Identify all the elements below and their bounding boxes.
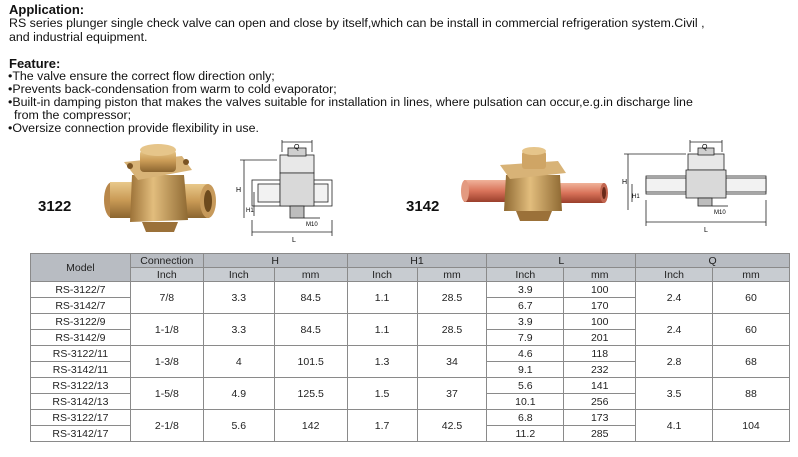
h1-header: H1: [347, 254, 487, 268]
model-label-3142: 3142: [406, 198, 440, 215]
h1-mm-cell: 42.5: [417, 410, 487, 442]
model-label-3122: 3122: [38, 198, 72, 215]
feature-item: •The valve ensure the correct flow direction only;: [8, 69, 275, 83]
h1-mm-cell: 28.5: [417, 282, 487, 314]
h-mm-cell: 101.5: [274, 346, 347, 378]
h1-inch-cell: 1.3: [347, 346, 417, 378]
drawing-3122-h-label: H: [236, 187, 242, 194]
q-inch-cell: 4.1: [636, 410, 713, 442]
q-mm-cell: 60: [713, 282, 790, 314]
table-row: [31, 410, 790, 426]
model-cell: RS-3122/11: [31, 346, 131, 362]
model-cell: RS-3142/11: [31, 362, 131, 378]
h1-inch-cell: 1.1: [347, 282, 417, 314]
unit-header: Inch: [203, 268, 274, 282]
spec-table: [30, 253, 790, 442]
unit-header: mm: [564, 268, 636, 282]
table-row: [31, 346, 790, 362]
q-inch-cell: 2.4: [636, 282, 713, 314]
q-header: Q: [636, 254, 790, 268]
h1-inch-cell: 1.1: [347, 314, 417, 346]
l-mm-cell: 173: [564, 410, 636, 426]
table-subheader-row: [31, 268, 790, 282]
h-mm-cell: 125.5: [274, 378, 347, 410]
feature-heading: Feature:: [9, 56, 61, 71]
model-cell: RS-3142/7: [31, 298, 131, 314]
application-text-line2: and industrial equipment.: [9, 30, 148, 44]
h1-inch-cell: 1.5: [347, 378, 417, 410]
unit-header: Inch: [130, 268, 203, 282]
l-inch-cell: 7.9: [487, 330, 564, 346]
h-mm-cell: 84.5: [274, 282, 347, 314]
drawing-3122-m10-label: M10: [306, 222, 318, 228]
l-inch-cell: 10.1: [487, 394, 564, 410]
drawing-3142-m10-label: M10: [714, 210, 726, 216]
q-mm-cell: 104: [713, 410, 790, 442]
h-inch-cell: 3.3: [203, 282, 274, 314]
drawing-3122-q-label: Q: [294, 144, 300, 151]
l-mm-cell: 201: [564, 330, 636, 346]
l-mm-cell: 118: [564, 346, 636, 362]
drawing-3142-h-label: H: [622, 179, 628, 186]
h-header: H: [203, 254, 347, 268]
model-cell: RS-3122/13: [31, 378, 131, 394]
l-mm-cell: 100: [564, 282, 636, 298]
connection-cell: 1-3/8: [130, 346, 203, 378]
valve-3142-image: [460, 145, 610, 225]
l-mm-cell: 141: [564, 378, 636, 394]
l-mm-cell: 232: [564, 362, 636, 378]
model-cell: RS-3142/17: [31, 426, 131, 442]
connection-cell: 2-1/8: [130, 410, 203, 442]
model-cell: RS-3142/9: [31, 330, 131, 346]
l-inch-cell: 5.6: [487, 378, 564, 394]
l-inch-cell: 11.2: [487, 426, 564, 442]
h1-mm-cell: 28.5: [417, 314, 487, 346]
q-inch-cell: 2.4: [636, 314, 713, 346]
h1-mm-cell: 37: [417, 378, 487, 410]
model-cell: RS-3122/17: [31, 410, 131, 426]
connection-cell: 7/8: [130, 282, 203, 314]
q-mm-cell: 60: [713, 314, 790, 346]
l-mm-cell: 256: [564, 394, 636, 410]
unit-header: mm: [713, 268, 790, 282]
l-inch-cell: 3.9: [487, 282, 564, 298]
h-inch-cell: 4: [203, 346, 274, 378]
unit-header: mm: [417, 268, 487, 282]
unit-header: Inch: [636, 268, 713, 282]
l-mm-cell: 170: [564, 298, 636, 314]
l-header: L: [487, 254, 636, 268]
feature-item: •Oversize connection provide flexibility in use.: [8, 121, 259, 135]
drawing-3142-h1-label: H1: [632, 194, 640, 200]
drawing-3122-l-label: L: [292, 237, 296, 244]
unit-header: mm: [274, 268, 347, 282]
drawing-3142-l-label: L: [704, 227, 708, 234]
q-inch-cell: 2.8: [636, 346, 713, 378]
drawing-3142: [622, 140, 787, 235]
connection-cell: 1-1/8: [130, 314, 203, 346]
l-inch-cell: 3.9: [487, 314, 564, 330]
l-inch-cell: 9.1: [487, 362, 564, 378]
h-mm-cell: 84.5: [274, 314, 347, 346]
table-row: [31, 282, 790, 298]
q-mm-cell: 68: [713, 346, 790, 378]
connection-cell: 1-5/8: [130, 378, 203, 410]
application-text-line1: RS series plunger single check valve can open and close by itself,which can be install in commercial refrigeration system.Civil ,: [9, 16, 705, 30]
l-mm-cell: 100: [564, 314, 636, 330]
drawing-3142-q-label: Q: [702, 144, 708, 151]
model-cell: RS-3122/7: [31, 282, 131, 298]
model-cell: RS-3142/13: [31, 394, 131, 410]
connection-header: Connection: [130, 254, 203, 268]
h-inch-cell: 5.6: [203, 410, 274, 442]
l-inch-cell: 4.6: [487, 346, 564, 362]
h1-inch-cell: 1.7: [347, 410, 417, 442]
unit-header: Inch: [487, 268, 564, 282]
h-inch-cell: 4.9: [203, 378, 274, 410]
table-row: [31, 314, 790, 330]
q-inch-cell: 3.5: [636, 378, 713, 410]
drawing-3122: [232, 140, 347, 245]
feature-item: •Prevents back-condensation from warm to cold evaporator;: [8, 82, 337, 96]
l-mm-cell: 285: [564, 426, 636, 442]
unit-header: Inch: [347, 268, 417, 282]
model-cell: RS-3122/9: [31, 314, 131, 330]
h-mm-cell: 142: [274, 410, 347, 442]
l-inch-cell: 6.7: [487, 298, 564, 314]
feature-item: •Built-in damping piston that makes the valves suitable for installation in lines, where pulsation can occur,e.g.in discharge line: [8, 95, 693, 109]
model-header: Model: [31, 254, 131, 282]
table-row: [31, 378, 790, 394]
h1-mm-cell: 34: [417, 346, 487, 378]
l-inch-cell: 6.8: [487, 410, 564, 426]
table-header-row: [31, 254, 790, 268]
application-heading: Application:: [9, 2, 85, 17]
drawing-3122-h1-label: H1: [246, 208, 254, 214]
h-inch-cell: 3.3: [203, 314, 274, 346]
q-mm-cell: 88: [713, 378, 790, 410]
valve-3122-image: [102, 140, 217, 235]
feature-item-continuation: from the compressor;: [14, 108, 132, 122]
